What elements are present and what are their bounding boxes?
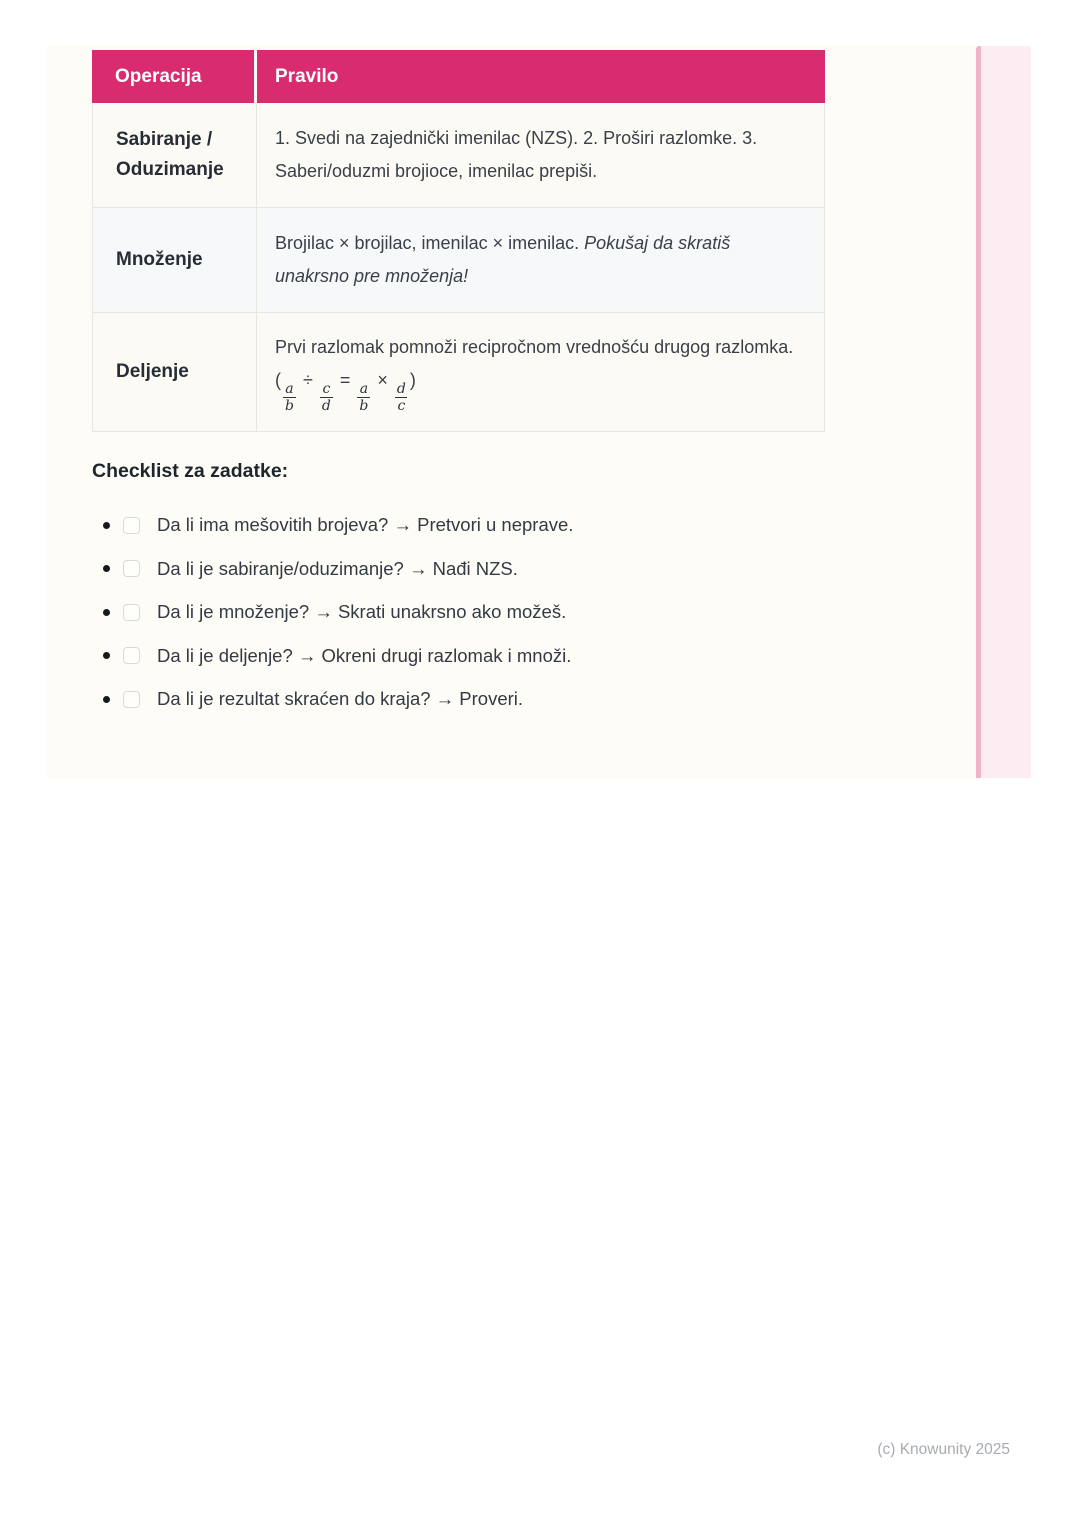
- fraction-numerator: a: [285, 381, 294, 397]
- rule-text: [275, 227, 800, 293]
- rule-cell: [257, 208, 824, 312]
- fraction: [395, 382, 408, 413]
- fraction-numerator: a: [359, 381, 369, 397]
- bullet-icon: [103, 609, 110, 616]
- footer-copyright: (c) Knowunity 2025: [877, 1441, 1010, 1458]
- times-sign: ×: [377, 370, 388, 390]
- operation-cell: Deljenje: [93, 313, 257, 431]
- fraction-denominator: c: [397, 397, 406, 414]
- checklist-item-text: Da li je rezultat skraćen do kraja? → Proveri.: [157, 688, 524, 709]
- operation-cell: Sabiranje / Oduzimanje: [93, 103, 257, 207]
- fraction-numerator: d: [396, 381, 406, 397]
- rule-cell: [257, 103, 824, 207]
- checkbox[interactable]: [123, 560, 140, 577]
- checklist-item-text: Da li je deljenje? → Okreni drugi razlomak i množi.: [157, 644, 572, 666]
- fraction-denominator: b: [285, 397, 294, 414]
- table-row-addition-subtraction: [93, 103, 824, 207]
- table-row-division: [93, 312, 824, 431]
- open-paren: (: [275, 370, 281, 390]
- fraction-formula: [275, 370, 416, 414]
- bullet-icon: [103, 565, 110, 572]
- bullet-icon: [103, 522, 110, 529]
- checklist-item-text: Da li ima mešovitih brojeva? → Pretvori u neprave.: [157, 514, 574, 535]
- fraction: [283, 382, 296, 413]
- operation-cell: Množenje: [93, 208, 257, 312]
- table-header-row: [92, 50, 825, 103]
- fraction: [320, 382, 333, 413]
- fraction-numerator: c: [322, 381, 331, 397]
- rule-text-normal: Brojilac × brojilac, imenilac × imenilac.: [275, 233, 585, 253]
- rule-text-normal: Prvi razlomak pomnoži recipročnom vrednošću drugog razlomka.: [275, 337, 794, 357]
- rule-text-italic: Pokušaj da skratiš unakrsno pre množenja!: [275, 233, 731, 286]
- table-row-multiplication: [93, 207, 824, 312]
- bullet-icon: [103, 696, 110, 703]
- fraction-denominator: b: [359, 397, 369, 414]
- checklist-item: [46, 554, 926, 584]
- header-operation-label: Operacija: [115, 65, 202, 87]
- rule-text: [275, 331, 800, 413]
- checklist-item: [46, 597, 926, 627]
- page-card: [46, 46, 1031, 778]
- fraction: [357, 382, 370, 413]
- checkbox[interactable]: [123, 647, 140, 664]
- checklist-item-text: Da li je sabiranje/oduzimanje? → Nađi NZS.: [157, 557, 518, 579]
- pink-accent-panel: [981, 46, 1031, 778]
- checklist-item: [46, 510, 926, 540]
- operations-table: [92, 50, 825, 432]
- checklist-heading: Checklist za zadatke:: [92, 460, 289, 482]
- checklist: [46, 510, 926, 728]
- fraction-denominator: d: [321, 397, 331, 414]
- rule-cell: [257, 313, 824, 431]
- header-cell-operation: [92, 50, 257, 103]
- checkbox[interactable]: [123, 604, 140, 621]
- close-paren: ): [409, 370, 416, 390]
- checkbox[interactable]: [123, 691, 140, 708]
- header-cell-rule: [257, 50, 825, 103]
- bullet-icon: [103, 652, 110, 659]
- checklist-item-text: Da li je množenje? → Skrati unakrsno ako možeš.: [157, 601, 567, 622]
- checklist-item: [46, 684, 926, 714]
- rule-text: 1. Svedi na zajednički imenilac (NZS). 2. Proširi razlomke. 3. Saberi/oduzmi brojioce, imenilac prepiši.: [275, 128, 758, 181]
- header-rule-label: Pravilo: [275, 65, 339, 87]
- table-body: [92, 103, 825, 432]
- equals-sign: =: [339, 370, 351, 390]
- divide-sign: ÷: [302, 370, 313, 390]
- checklist-item: [46, 641, 926, 671]
- checkbox[interactable]: [123, 517, 140, 534]
